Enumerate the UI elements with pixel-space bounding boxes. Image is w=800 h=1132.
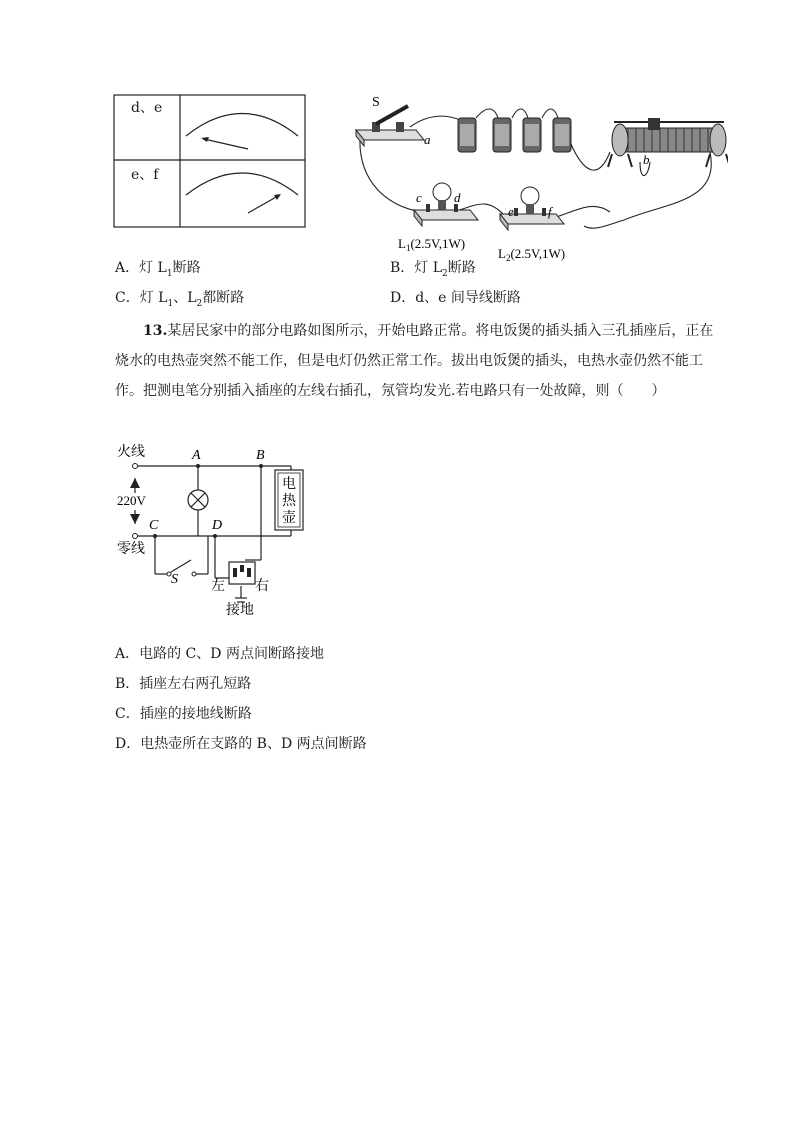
meter-needle-1 xyxy=(204,139,248,149)
q12-option-c[interactable]: C．灯 $L_1$、$L_2$都断路 xyxy=(115,290,245,309)
kettle-char-3: 壶 xyxy=(282,511,296,526)
q13-number: 13. xyxy=(143,323,168,339)
point-d: D xyxy=(212,518,223,533)
switch-label: S xyxy=(171,572,178,587)
label-d: d xyxy=(454,190,461,205)
q13-option-b[interactable]: B．插座左右两孔短路 xyxy=(115,676,252,692)
label-c: c xyxy=(416,190,422,205)
point-b: B xyxy=(256,448,265,463)
point-c: C xyxy=(149,518,159,533)
battery-cells xyxy=(458,118,571,152)
q13-option-a[interactable]: A．电路的 C、D 两点间断路接地 xyxy=(115,646,324,662)
q13-option-c[interactable]: C．插座的接地线断路 xyxy=(115,706,252,722)
meter-row-label-1: d、e xyxy=(131,100,163,116)
rheostat xyxy=(608,118,728,167)
socket xyxy=(229,562,255,584)
switch-s xyxy=(356,106,424,146)
q12-option-a[interactable]: A．灯 $L_1$断路 xyxy=(115,260,201,279)
socket-right-label: 右 xyxy=(255,579,269,594)
socket-left-label: 左 xyxy=(211,579,225,594)
label-f: f xyxy=(548,204,552,219)
household-circuit-figure xyxy=(113,438,313,618)
kettle-char-1: 电 xyxy=(282,477,296,492)
q12-option-b[interactable]: B．灯 $L_2$断路 xyxy=(390,260,476,279)
circuit-figure xyxy=(348,92,728,272)
q13-stem xyxy=(115,316,715,406)
lamp1-label: $L_1(2.5V,1W)$ xyxy=(398,236,466,253)
label-s: S xyxy=(372,95,380,110)
meter-needle-2 xyxy=(248,196,278,213)
label-b: b xyxy=(643,152,650,167)
arrow-up-icon xyxy=(130,478,140,488)
lamp-symbol xyxy=(188,490,208,510)
voltage-label: 220V xyxy=(117,493,146,508)
kettle-char-2: 热 xyxy=(282,494,296,509)
meter-row-label-2: e、f xyxy=(131,167,159,183)
q12-option-d[interactable]: D．d、e 间导线断路 xyxy=(390,290,521,306)
neutral-wire-label: 零线 xyxy=(117,542,145,557)
lamp2-label: $L_2(2.5V,1W)$ xyxy=(498,246,566,263)
meter-arc-2 xyxy=(186,173,298,195)
label-a: a xyxy=(424,132,431,147)
q13-stem-text: 某居民家中的部分电路如图所示，开始电路正常。将电饭煲的插头插入三孔插座后，正在烧水的电热壶突然不能工作，但是电灯仍然正常工作。拔出电饭煲的插头，电热水壶仍然不能工作。把测电笔分别插入插座的左线右插孔，氖管均发光.若电路只有一处故障，则（ ） xyxy=(115,323,714,399)
label-e: e xyxy=(508,204,514,219)
meter-arc-1 xyxy=(186,114,298,137)
point-a: A xyxy=(192,448,201,463)
live-wire-label: 火线 xyxy=(117,445,145,460)
arrow-down-icon xyxy=(130,514,140,524)
ground-label: 接地 xyxy=(226,603,254,618)
q13-option-d[interactable]: D．电热壶所在支路的 B、D 两点间断路 xyxy=(115,736,367,752)
lamp-l1 xyxy=(414,183,478,226)
